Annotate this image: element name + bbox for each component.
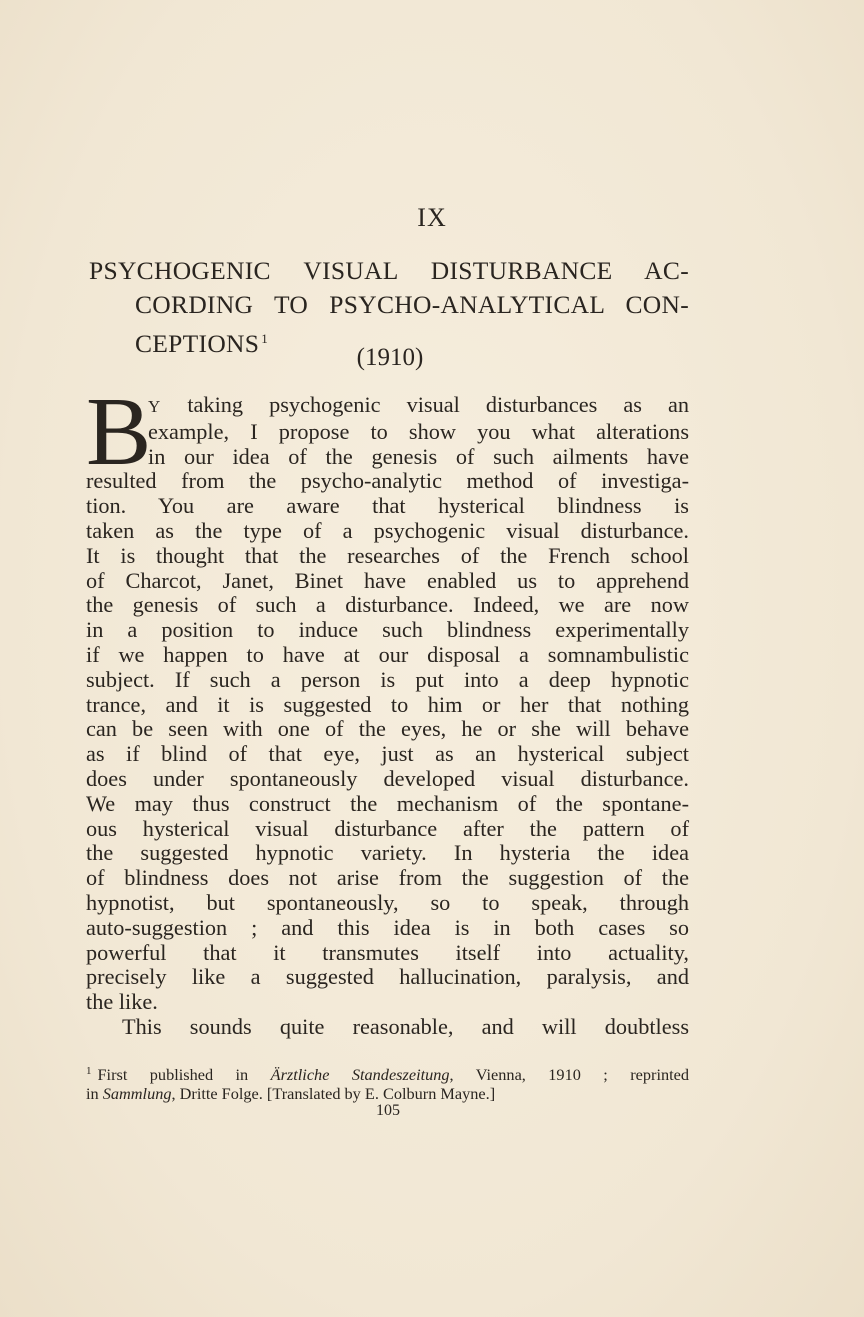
footnote-line-2 — [86, 1084, 689, 1103]
footnote-post: , Vienna, 1910 ; reprinted — [449, 1065, 690, 1084]
footnote — [86, 1062, 689, 1103]
chapter-year: (1910) — [356, 344, 424, 371]
body-line: if we happen to have at our disposal a somnambulistic — [86, 641, 689, 667]
body-line: of Charcot, Janet, Binet have enabled us to apprehend — [86, 567, 689, 593]
body-line: hypnotist, but spontaneously, so to speak, through — [86, 889, 689, 915]
footnote-line2-post: , Dritte Folge. [Translated by E. Colburn Mayne.] — [171, 1084, 496, 1103]
body-line: the suggested hypnotic variety. In hysteria the idea — [86, 840, 689, 866]
body-line: We may thus construct the mechanism of the spontane- — [86, 790, 689, 816]
body-line: does under spontaneously developed visual disturbance. — [86, 765, 689, 791]
body-line: the genesis of such a disturbance. Indeed, we are now — [86, 592, 689, 618]
footnote-journal: Ärztliche Standeszeitung — [270, 1065, 450, 1084]
title-line-1: PSYCHOGENIC VISUAL DISTURBANCE AC- — [89, 256, 689, 285]
title-line-2: CORDING TO PSYCHO-ANALYTICAL CON- — [135, 290, 689, 319]
body-line: It is thought that the researches of the French school — [86, 542, 689, 568]
body-line: This sounds quite reasonable, and will doubtless — [122, 1013, 689, 1039]
footnote-line2-pre: in — [86, 1084, 99, 1103]
body-line: auto-suggestion ; and this idea is in both cases so — [86, 914, 689, 940]
body-line: of blindness does not arise from the suggestion of the — [86, 865, 689, 891]
drop-cap: B — [86, 378, 152, 486]
body-line: tion. You are aware that hysterical blindness is — [86, 493, 689, 519]
footnote-reference[interactable]: 1 — [261, 331, 269, 346]
body-line — [148, 393, 689, 420]
footnote-series: Sammlung — [102, 1084, 172, 1103]
chapter-number: IX — [417, 203, 447, 232]
footnote-pre: First published in — [97, 1065, 249, 1084]
body-line: in our idea of the genesis of such ailments have — [148, 443, 689, 469]
body-line: taken as the type of a psychogenic visual disturbance. — [86, 517, 689, 543]
body-line: precisely like a suggested hallucination, paralysis, and — [86, 964, 689, 990]
footnote-marker: 1 — [86, 1065, 92, 1077]
page-number: 105 — [376, 1102, 400, 1119]
body-line: subject. If such a person is put into a deep hypnotic — [86, 666, 689, 692]
body-line: resulted from the psycho-analytic method of investiga- — [86, 468, 689, 494]
body-line: example, I propose to show you what alterations — [148, 418, 689, 444]
body-line: as if blind of that eye, just as an hysterical subject — [86, 741, 689, 767]
title-line-3-text: CEPTIONS — [135, 329, 260, 358]
body-line: trance, and it is suggested to him or her that nothing — [86, 691, 689, 717]
body-text — [86, 378, 690, 1040]
body-line: in a position to induce such blindness experimentally — [86, 617, 689, 643]
body-line: the like. — [86, 989, 158, 1015]
body-line: powerful that it transmutes itself into actuality, — [86, 939, 689, 965]
body-line: ous hysterical visual disturbance after the pattern of — [86, 815, 689, 841]
footnote-line-1 — [86, 1062, 689, 1084]
body-line: can be seen with one of the eyes, he or she will behave — [86, 716, 689, 742]
first-word-rest: Y — [148, 397, 162, 416]
body-line-text: taking psychogenic visual disturbances as an — [187, 392, 690, 417]
